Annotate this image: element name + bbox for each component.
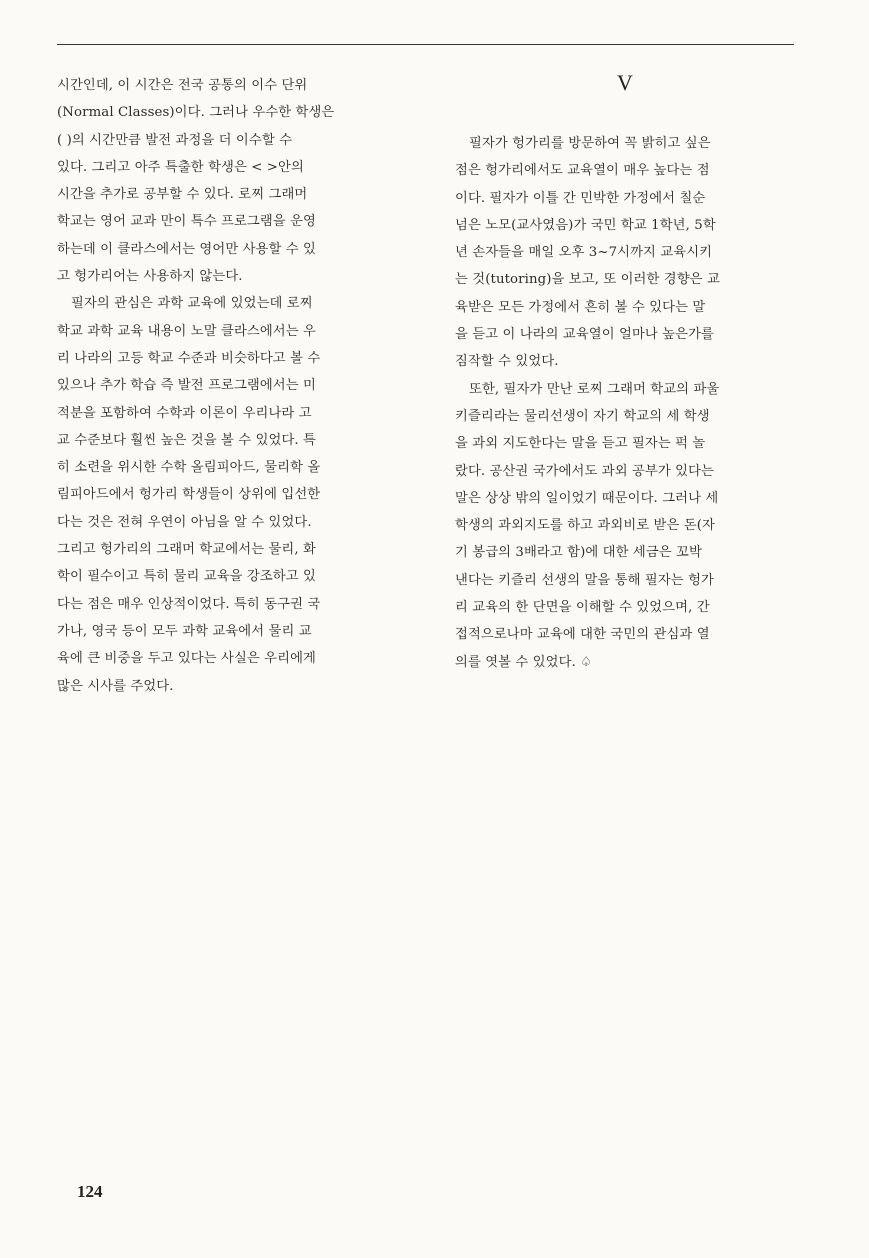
text-line: 년 손자들을 매일 오후 3~7시까지 교육시키 (455, 245, 713, 261)
page-number: 124 (77, 1182, 103, 1201)
text-line: 많은 시사를 주었다. (57, 678, 174, 694)
text-line: 있다. 그리고 아주 특출한 학생은 < >안의 (57, 159, 304, 175)
text-line: 낸다는 키즐리 선생의 말을 통해 필자는 헝가 (455, 572, 714, 588)
text-line: 가나, 영국 등이 모두 과학 교육에서 물리 교 (57, 623, 312, 639)
text-line: 을 듣고 이 나라의 교육열이 얼마나 높은가를 (455, 327, 714, 343)
text-line: 학생의 과외지도를 하고 과외비로 받은 돈(자 (455, 518, 715, 534)
text-line: 학교 과학 교육 내용이 노말 클라스에서는 우 (57, 323, 316, 339)
text-line: 그리고 헝가리의 그래머 학교에서는 물리, 화 (57, 542, 316, 558)
top-rule (57, 44, 794, 45)
text-line: 넘은 노모(교사였음)가 국민 학교 1학년, 5학 (455, 217, 716, 233)
text-line: 적분을 포함하여 수학과 이론이 우리나라 고 (57, 405, 312, 421)
text-line: 을 과외 지도한다는 말을 듣고 필자는 퍽 놀 (455, 436, 706, 452)
text-line: 리 교육의 한 단면을 이해할 수 있었으며, 간 (455, 600, 710, 616)
text-line: 이다. 필자가 이틀 간 민박한 가정에서 칠순 (455, 190, 706, 206)
text-line: 학이 필수이고 특히 물리 교육을 강조하고 있 (57, 569, 316, 585)
text-line: 육에 큰 비중을 두고 있다는 사실은 우리에게 (57, 651, 316, 667)
text-line: 림피아드에서 헝가리 학생들이 상위에 입선한 (57, 487, 321, 503)
text-line: 시간인데, 이 시간은 전국 공통의 이수 단위 (57, 78, 308, 93)
text-line: 키즐리라는 물리선생이 자기 학교의 세 학생 (455, 408, 710, 424)
text-line: 또한, 필자가 만난 로찌 그래머 학교의 파울 (469, 381, 720, 397)
text-line: 짐작할 수 있었다. (455, 354, 559, 370)
text-line: 고 헝가리어는 사용하지 않는다. (57, 269, 243, 285)
text-line: 점은 헝가리에서도 교육열이 매우 높다는 점 (455, 163, 710, 179)
text-line: 말은 상상 밖의 일이었기 때문이다. 그러나 세 (455, 490, 719, 506)
text-line: 교 수준보다 훨씬 높은 것을 볼 수 있었다. 특 (57, 432, 317, 448)
text-line: 필자가 헝가리를 방문하여 꼭 밝히고 싶은 (469, 136, 711, 151)
section-heading: V (617, 70, 633, 95)
text-line: ( )의 시간만큼 발전 과정을 더 이수할 수 (57, 132, 293, 148)
text-line: 있으나 추가 학습 즉 발전 프로그램에서는 미 (57, 378, 316, 394)
text-line: 의를 엿볼 수 있었다. ♤ (455, 654, 593, 670)
text-line: 접적으로나마 교육에 대한 국민의 관심과 열 (455, 627, 710, 643)
text-line: 육받은 모든 가정에서 흔히 볼 수 있다는 말 (455, 299, 706, 315)
text-line: (Normal Classes)이다. 그러나 우수한 학생은 (57, 105, 335, 121)
text-line: 랐다. 공산권 국가에서도 과외 공부가 있다는 (455, 463, 714, 479)
right-column (455, 130, 795, 676)
text-line: 학교는 영어 교과 만이 특수 프로그램을 운영 (57, 214, 316, 230)
text-line: 리 나라의 고등 학교 수준과 비슷하다고 볼 수 (57, 350, 321, 366)
text-line: 하는데 이 클라스에서는 영어만 사용할 수 있 (57, 241, 316, 257)
text-line: 기 봉급의 3배라고 함)에 대한 세금은 꼬박 (455, 545, 702, 561)
text-line: 다는 것은 전혀 우연이 아님을 알 수 있었다. (57, 514, 312, 530)
text-line: 시간을 추가로 공부할 수 있다. 로찌 그래머 (57, 187, 308, 203)
text-line: 필자의 관심은 과학 교육에 있었는데 로찌 (71, 296, 313, 312)
left-column (57, 72, 397, 700)
text-line: 히 소련을 위시한 수학 올림피아드, 물리학 올 (57, 460, 321, 476)
text-line: 는 것(tutoring)을 보고, 또 이러한 경향은 교 (455, 272, 720, 288)
text-line: 다는 점은 매우 인상적이었다. 특히 동구권 국 (57, 596, 321, 612)
